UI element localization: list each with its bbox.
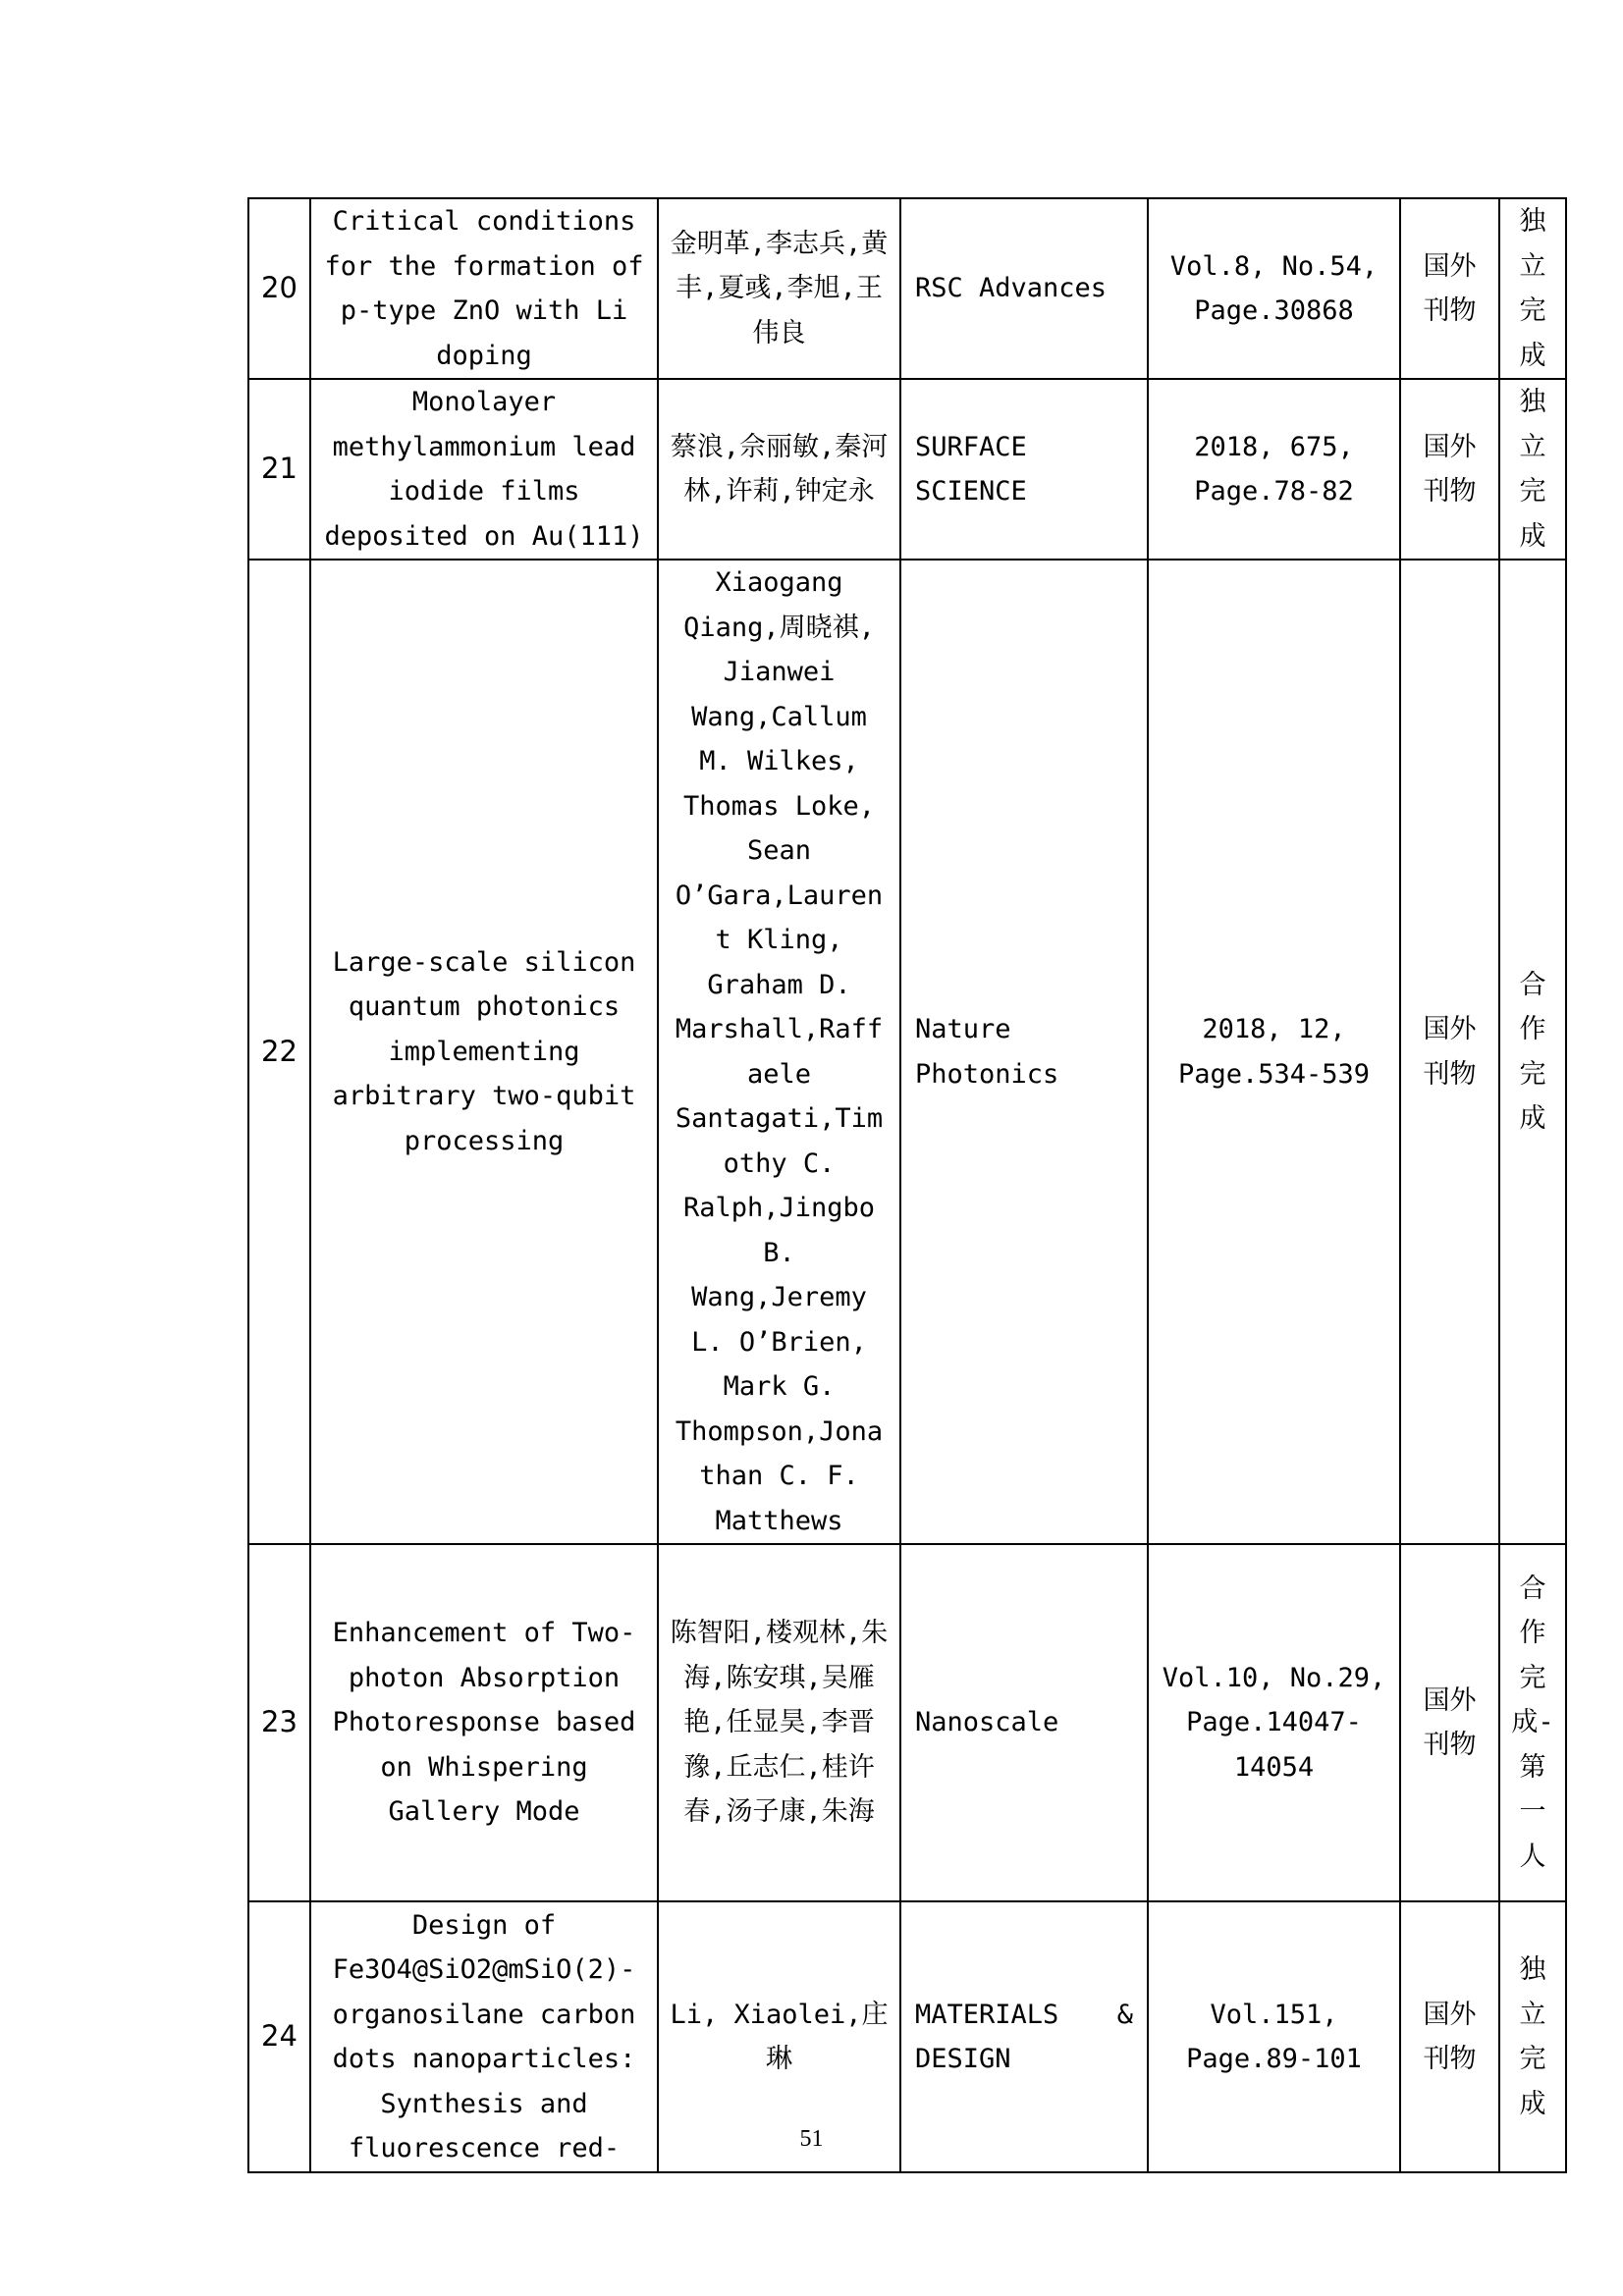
journal-name: [900, 560, 1148, 1544]
authors: 金明革,李志兵,黄丰,夏彧,李旭,王伟良: [658, 198, 900, 379]
volume-pages: Vol.8, No.54, Page.30868: [1148, 198, 1400, 379]
journal-line: SCIENCE: [915, 476, 1027, 507]
table-row: [248, 560, 1566, 1544]
completion-mode: 独立完成: [1499, 1901, 1566, 2172]
publication-type: 国外刊物: [1400, 1544, 1499, 1901]
paper-title: Large-scale silicon quantum photonics implementing arbitrary two-qubit processing: [310, 560, 658, 1544]
volume-pages: Vol.151, Page.89-101: [1148, 1901, 1400, 2172]
completion-mode: 独立完成: [1499, 198, 1566, 379]
authors: 蔡浪,佘丽敏,秦河林,许莉,钟定永: [658, 379, 900, 560]
journal-line: DESIGN: [915, 2044, 1011, 2074]
journal-name: [900, 198, 1148, 379]
paper-title: Monolayer methylammonium lead iodide films deposited on Au(111): [310, 379, 658, 560]
authors: 陈智阳,楼观林,朱海,陈安琪,吴雁艳,任显昊,李晋豫,丘志仁,桂许春,汤子康,朱海: [658, 1544, 900, 1901]
completion-mode: 合作完成: [1499, 560, 1566, 1544]
publication-type: 国外刊物: [1400, 198, 1499, 379]
journal-line: Nature: [915, 1014, 1011, 1044]
publication-type: 国外刊物: [1400, 379, 1499, 560]
publication-type: 国外刊物: [1400, 560, 1499, 1544]
page-number: 51: [799, 2126, 824, 2152]
publication-type: 国外刊物: [1400, 1901, 1499, 2172]
journal-name: [900, 1544, 1148, 1901]
journal-line: MATERIALS &: [915, 1999, 1133, 2030]
journal-name: [900, 379, 1148, 560]
volume-pages: 2018, 675, Page.78-82: [1148, 379, 1400, 560]
journal-line: Nanoscale: [915, 1707, 1059, 1738]
volume-pages: Vol.10, No.29, Page.14047-14054: [1148, 1544, 1400, 1901]
row-number: 24: [248, 1901, 310, 2172]
journal-line: SURFACE: [915, 431, 1027, 462]
row-number: 22: [248, 560, 310, 1544]
publications-table: [247, 197, 1567, 2173]
paper-title: Design of Fe3O4@SiO2@mSiO(2)-organosilane carbon dots nanoparticles: Synthesis and fluorescence red-: [310, 1901, 658, 2172]
completion-mode: 合作完成-第一人: [1499, 1544, 1566, 1901]
volume-pages: 2018, 12, Page.534-539: [1148, 560, 1400, 1544]
completion-mode: 独立完成: [1499, 379, 1566, 560]
authors: Li, Xiaolei,庄琳: [658, 1901, 900, 2172]
row-number: 20: [248, 198, 310, 379]
paper-title: Critical conditions for the formation of p-type ZnO with Li doping: [310, 198, 658, 379]
paper-title: Enhancement of Two-photon Absorption Photoresponse based on Whispering Gallery Mode: [310, 1544, 658, 1901]
journal-line: RSC Advances: [915, 273, 1108, 304]
table-row: [248, 1544, 1566, 1901]
authors: Xiaogang Qiang,周晓祺, Jianwei Wang,Callum M. Wilkes, Thomas Loke, Sean O’Gara,Laurent Kling, Graham D. Marshall,Raffaele Santagati,Timothy C. Ralph,Jingbo B. Wang,Jeremy L. O’Brien, Mark G. Thompson,Jonathan C. F. Matthews: [658, 560, 900, 1544]
journal-line: Photonics: [915, 1058, 1059, 1090]
table-row: [248, 379, 1566, 560]
row-number: 23: [248, 1544, 310, 1901]
table-row: [248, 198, 1566, 379]
row-number: 21: [248, 379, 310, 560]
